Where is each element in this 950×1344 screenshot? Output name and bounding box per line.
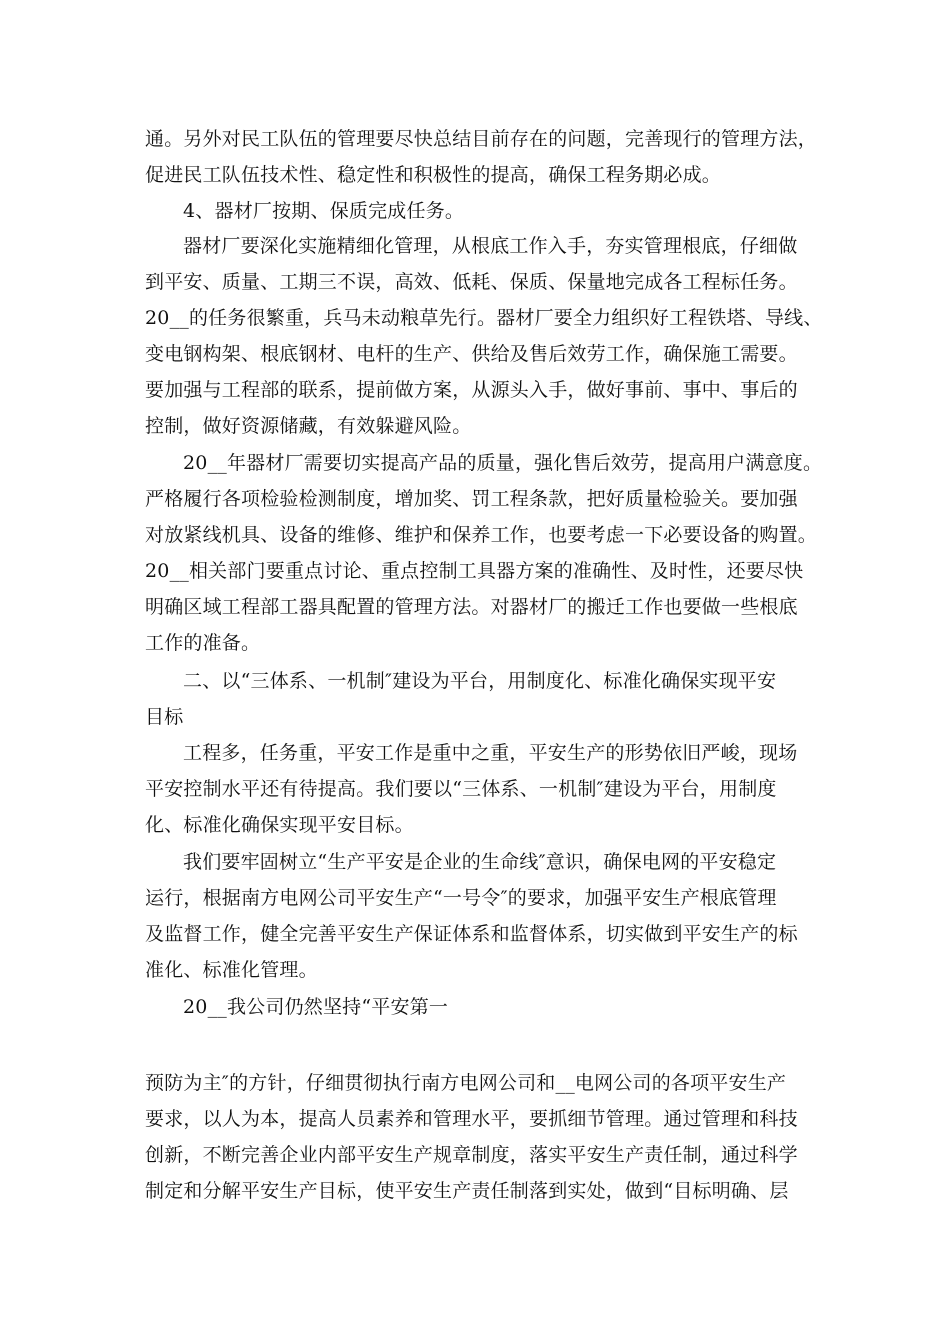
text-line: 20__相关部门要重点讨论、重点控制工具器方案的准确性、及时性，还要尽快 <box>145 560 804 582</box>
text-line: 促进民工队伍技术性、稳定性和积极性的提高，确保工程务期必成。 <box>145 164 722 186</box>
text-line: 准化、标准化管理。 <box>145 959 318 981</box>
text-line: 20__的任务很繁重，兵马未动粮草先行。器材厂要全力组织好工程铁塔、导线、 <box>145 307 823 329</box>
text-line: 控制，做好资源储藏，有效躲避风险。 <box>145 415 472 437</box>
text-line: 要求，以人为本，提高人员素养和管理水平，要抓细节管理。通过管理和科技 <box>145 1108 798 1130</box>
text-line: 对放紧线机具、设备的维修、维护和保养工作，也要考虑一下必要设备的购置。 <box>145 524 818 546</box>
section-heading: 二、以“三体系、一机制″建设为平台，用制度化、标准化确保实现平安 <box>183 670 777 692</box>
text-line: 要加强与工程部的联系，提前做方案，从源头入手，做好事前、事中、事后的 <box>145 379 798 401</box>
text-line: 通。另外对民工队伍的管理要尽快总结目前存在的问题，完善现行的管理方法， <box>145 128 818 150</box>
text-line: 平安控制水平还有待提高。我们要以“三体系、一机制″建设为平台，用制度 <box>145 778 777 800</box>
section-heading: 目标 <box>145 706 184 728</box>
section-heading: 4、器材厂按期、保质完成任务。 <box>183 200 465 222</box>
text-line: 20__我公司仍然坚持“平安第一 <box>183 996 449 1018</box>
text-line: 化、标准化确保实现平安目标。 <box>145 814 414 836</box>
text-line: 制定和分解平安生产目标，使平安生产责任制落到实处，做到“目标明确、层 <box>145 1180 789 1202</box>
text-line: 明确区域工程部工器具配置的管理方法。对器材厂的搬迁工作也要做一些根底 <box>145 596 798 618</box>
text-line: 工作的准备。 <box>145 632 261 654</box>
text-line: 预防为主″的方针，仔细贯彻执行南方电网公司和__电网公司的各项平安生产 <box>145 1072 787 1094</box>
text-line: 变电钢构架、根底钢材、电杆的生产、供给及售后效劳工作，确保施工需要。 <box>145 343 798 365</box>
text-line: 创新，不断完善企业内部平安生产规章制度，落实平安生产责任制，通过科学 <box>145 1144 798 1166</box>
text-line: 20__年器材厂需要切实提高产品的质量，强化售后效劳，提高用户满意度。 <box>183 452 823 474</box>
text-line: 工程多，任务重，平安工作是重中之重，平安生产的形势依旧严峻，现场 <box>183 742 798 764</box>
text-line: 我们要牢固树立“生产平安是企业的生命线″意识，确保电网的平安稳定 <box>183 851 777 873</box>
text-line: 运行，根据南方电网公司平安生产“一号令″的要求，加强平安生产根底管理 <box>145 887 777 909</box>
text-line: 严格履行各项检验检测制度，增加奖、罚工程条款，把好质量检验关。要加强 <box>145 488 798 510</box>
text-line: 及监督工作，健全完善平安生产保证体系和监督体系，切实做到平安生产的标 <box>145 923 798 945</box>
text-line: 器材厂要深化实施精细化管理，从根底工作入手，夯实管理根底，仔细做 <box>183 235 798 257</box>
text-line: 到平安、质量、工期三不误，高效、低耗、保质、保量地完成各工程标任务。 <box>145 271 798 293</box>
